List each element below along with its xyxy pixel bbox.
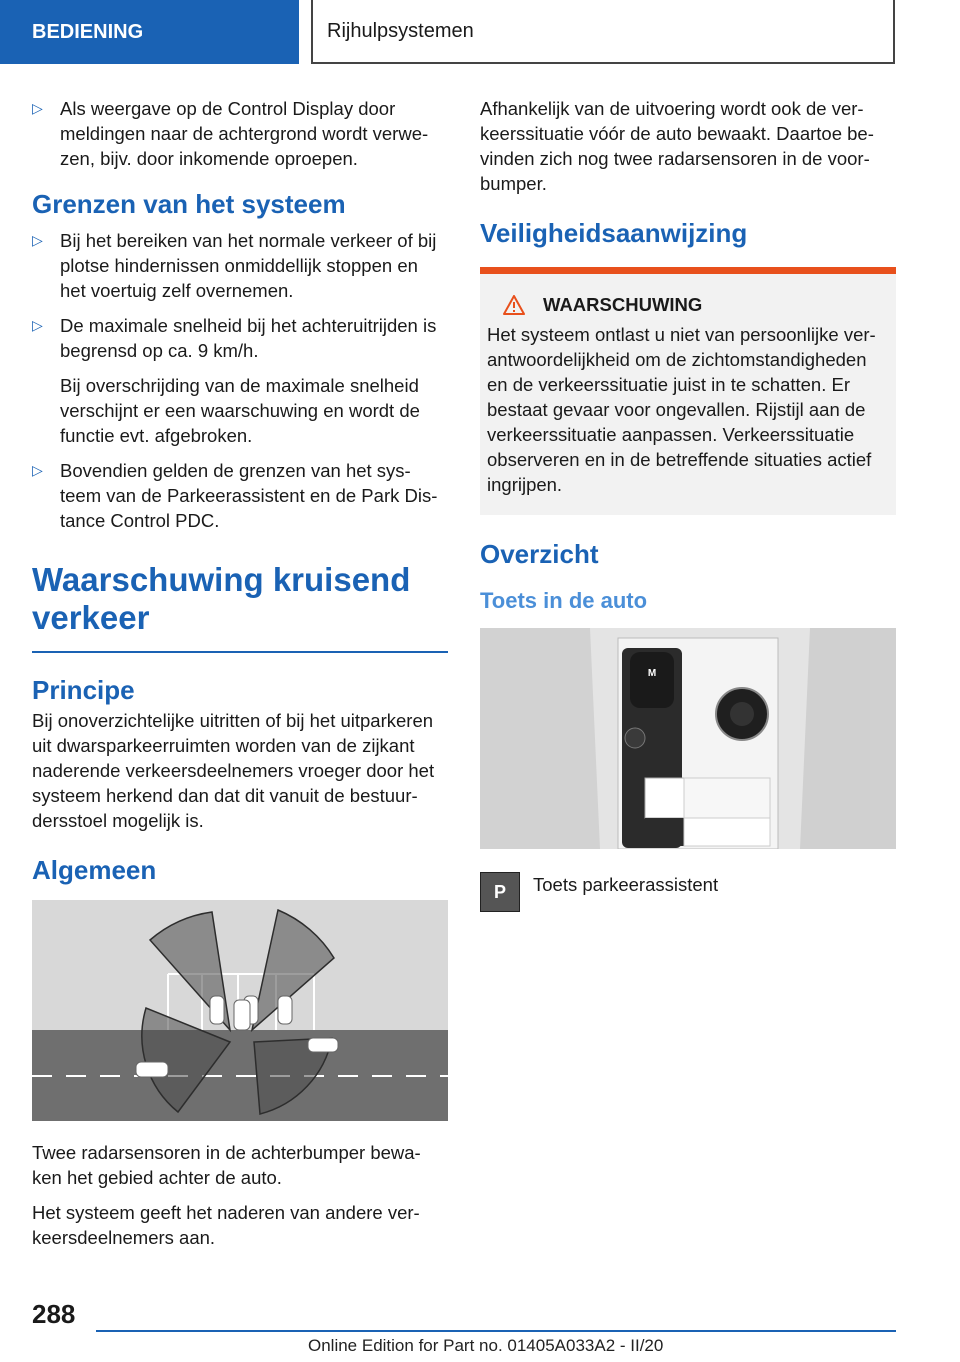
overview-heading: Overzicht <box>480 539 599 569</box>
triangle-bullet-icon: ▷ <box>32 232 43 248</box>
list-item <box>32 228 448 303</box>
cross-traffic-diagram <box>32 900 448 1121</box>
limits-heading: Grenzen van het systeem <box>32 189 346 219</box>
section-tab: BEDIENING <box>0 0 299 64</box>
warning-box <box>480 267 896 515</box>
warning-bar <box>480 267 896 274</box>
list-item-text: De maximale snelheid bij het achteruitrijden is begrensd op ca. 9 km/h. <box>60 315 437 361</box>
safety-heading: Veiligheidsaanwijzing <box>480 218 748 248</box>
intro-text: Afhankelijk van de uitvoering wordt ook de ver-keerssituatie vóór de auto bewaakt. Daartoe be-vinden zich nog twee radarsensoren in de voor-bumper. <box>480 98 874 194</box>
warning-header <box>487 294 888 316</box>
limits-subtext: Bij overschrijding van de maximale snelheid verschijnt er een waarschuwing en wordt de functie evt. afgebroken. <box>60 375 420 446</box>
main-heading: Waarschuwing kruisend verkeer <box>32 561 411 636</box>
button-caption: Toets parkeerassistent <box>533 874 719 895</box>
principle-text: Bij onoverzichtelijke uitritten of bij het uitparkeren uit dwarsparkeerruimten worden van de zijkant naderende verkeersdeelnemers vroeger door het systeem herkend dan dat dit vanuit de bestuur-dersstoel mogelijk is. <box>32 710 435 831</box>
footer-edition: Online Edition for Part no. 01405A033A2 - II/20 <box>308 1336 664 1355</box>
button-caption-row <box>480 872 896 912</box>
left-column <box>32 96 448 1260</box>
list-item-text: Bovendien gelden de grenzen van het sys-teem van de Parkeerassistent en de Park Dis-tance Control PDC. <box>60 460 438 531</box>
page-number: 288 <box>32 1299 76 1329</box>
button-heading: Toets in de auto <box>480 588 648 613</box>
general-text-2: Het systeem geeft het naderen van andere ver-keersdeelnemers aan. <box>32 1202 420 1248</box>
footer-divider <box>96 1330 896 1332</box>
center-console-photo <box>480 628 896 849</box>
parking-assistant-icon: P <box>480 872 520 912</box>
warning-title: WAARSCHUWING <box>543 294 703 315</box>
svg-text:M: M <box>647 668 657 679</box>
triangle-bullet-icon: ▷ <box>32 462 43 478</box>
right-column <box>480 96 896 912</box>
heading-divider <box>32 651 448 653</box>
list-item <box>32 313 448 363</box>
triangle-bullet-icon: ▷ <box>32 100 43 116</box>
warning-text: Het systeem ontlast u niet van persoonlijke ver-antwoordelijkheid om de zichtomstandigheden en de verkeerssituatie juist in te schatten. Er bestaat gevaar voor ongevallen. Rijstijl aan de verkeerssituatie aanpassen. Verkeerssituatie observeren en in de betreffende situaties actief ingrijpen. <box>487 324 876 495</box>
general-text-1: Twee radarsensoren in de achterbumper bewa-ken het gebied achter de auto. <box>32 1142 421 1188</box>
principle-heading: Principe <box>32 675 135 705</box>
chapter-title: Rijhulpsystemen <box>311 0 895 64</box>
warning-triangle-icon <box>503 295 525 315</box>
general-heading: Algemeen <box>32 855 157 885</box>
list-item-text: Als weergave op de Control Display door meldingen naar de achtergrond wordt verwe-zen, bijv. door inkomende oproepen. <box>60 98 429 169</box>
list-item <box>32 96 448 171</box>
list-item <box>32 458 448 533</box>
triangle-bullet-icon: ▷ <box>32 317 43 333</box>
list-item-text: Bij het bereiken van het normale verkeer of bij plotse hindernissen onmiddellijk stoppen en het voertuig zelf overnemen. <box>60 230 437 301</box>
